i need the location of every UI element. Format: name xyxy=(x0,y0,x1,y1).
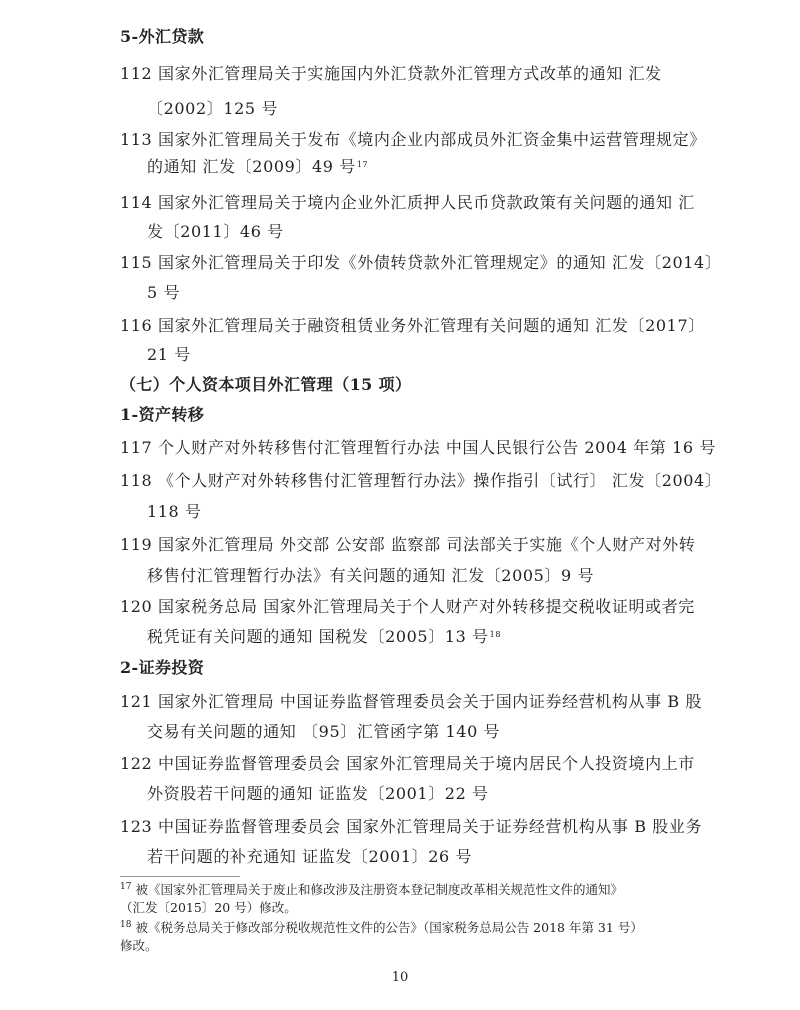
list-item-121-cont: 交易有关问题的通知 〔95〕汇管函字第 140 号 xyxy=(147,722,501,741)
section-heading-personal-capital: （七）个人资本项目外汇管理（15 项） xyxy=(120,375,412,394)
section-heading-asset-transfer: 1-资产转移 xyxy=(120,405,205,424)
list-item-123: 123 中国证券监督管理委员会 国家外汇管理局关于证券经营机构从事 B 股业务 xyxy=(120,817,703,836)
list-item-119: 119 国家外汇管理局 外交部 公安部 监察部 司法部关于实施《个人财产对外转 xyxy=(120,535,696,554)
list-item-113-cont xyxy=(147,157,368,177)
list-item-112-cont: 〔2002〕125 号 xyxy=(147,99,278,118)
list-item-114-cont: 发〔2011〕46 号 xyxy=(147,222,284,241)
list-item-117: 117 个人财产对外转移售付汇管理暂行办法 中国人民银行公告 2004 年第 16 号 xyxy=(120,438,716,457)
section-heading-foreign-loans: 5-外汇贷款 xyxy=(120,27,205,46)
footnote-divider xyxy=(120,876,240,877)
list-item-120: 120 国家税务总局 国家外汇管理局关于个人财产对外转移提交税收证明或者完 xyxy=(120,597,695,616)
footnote-17-cont: （汇发〔2015〕20 号）修改。 xyxy=(120,900,297,915)
list-item-123-cont: 若干问题的补充通知 证监发〔2001〕26 号 xyxy=(147,847,473,866)
page-number: 10 xyxy=(391,970,409,985)
footnote-ref-18: 18 xyxy=(489,630,502,639)
list-item-119-cont: 移售付汇管理暂行办法》有关问题的通知 汇发〔2005〕9 号 xyxy=(147,566,595,585)
list-item-120-cont-text: 税凭证有关问题的通知 国税发〔2005〕13 号 xyxy=(147,627,489,646)
list-item-112: 112 国家外汇管理局关于实施国内外汇贷款外汇管理方式改革的通知 汇发 xyxy=(120,64,662,83)
section-heading-securities: 2-证券投资 xyxy=(120,658,205,677)
list-item-115-cont: 5 号 xyxy=(147,283,181,302)
list-item-115: 115 国家外汇管理局关于印发《外债转贷款外汇管理规定》的通知 汇发〔2014〕 xyxy=(120,253,722,272)
list-item-121: 121 国家外汇管理局 中国证券监督管理委员会关于国内证券经营机构从事 B 股 xyxy=(120,692,703,711)
footnote-17-mark: 17 xyxy=(120,882,132,892)
list-item-113: 113 国家外汇管理局关于发布《境内企业内部成员外汇资金集中运营管理规定》 xyxy=(120,130,706,149)
list-item-120-cont xyxy=(147,627,501,647)
footnote-18 xyxy=(120,920,643,938)
list-item-118: 118 《个人财产对外转移售付汇管理暂行办法》操作指引〔试行〕 汇发〔2004〕 xyxy=(120,471,722,490)
footnote-17 xyxy=(120,882,623,900)
list-item-113-cont-text: 的通知 汇发〔2009〕49 号 xyxy=(147,157,356,176)
list-item-122-cont: 外资股若干问题的通知 证监发〔2001〕22 号 xyxy=(147,784,489,803)
list-item-122: 122 中国证券监督管理委员会 国家外汇管理局关于境内居民个人投资境内上市 xyxy=(120,754,695,773)
list-item-116: 116 国家外汇管理局关于融资租赁业务外汇管理有关问题的通知 汇发〔2017〕 xyxy=(120,316,705,335)
footnote-18-text: 被《税务总局关于修改部分税收规范性文件的公告》（国家税务总局公告 2018 年第 31 号） xyxy=(135,920,643,935)
footnote-18-mark: 18 xyxy=(120,920,132,930)
footnote-ref-17: 17 xyxy=(356,160,369,169)
list-item-114: 114 国家外汇管理局关于境内企业外汇质押人民币贷款政策有关问题的通知 汇 xyxy=(120,193,695,212)
list-item-116-cont: 21 号 xyxy=(147,345,191,364)
footnote-17-text: 被《国家外汇管理局关于废止和修改涉及注册资本登记制度改革相关规范性文件的通知》 xyxy=(135,882,623,897)
list-item-118-cont: 118 号 xyxy=(147,502,202,521)
footnote-18-cont: 修改。 xyxy=(120,938,158,953)
